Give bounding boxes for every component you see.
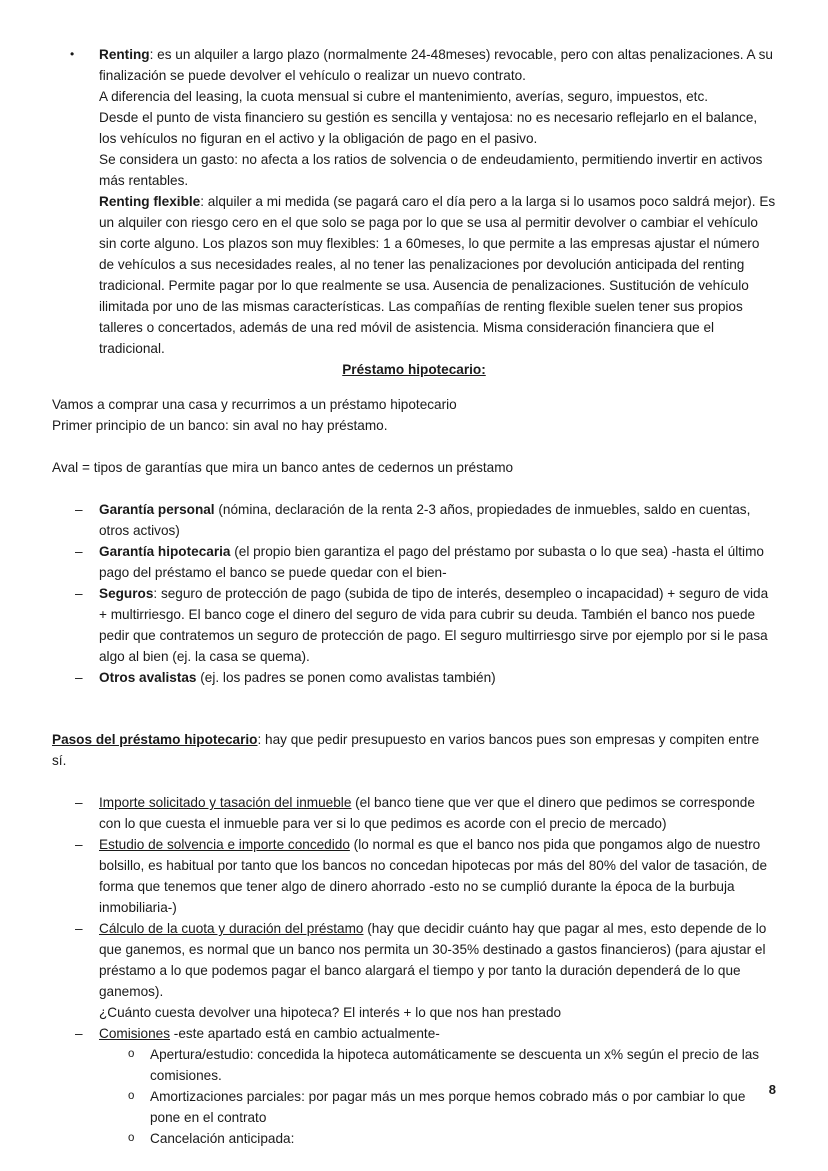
renting-block	[99, 44, 776, 359]
list-item	[52, 1128, 776, 1149]
pasos-heading-rest: : hay que pedir presupuesto en varios bancos pues son empresas y compiten entre sí.	[52, 732, 760, 768]
aval-rest: : seguro de protección de pago (subida de tipo de interés, desempleo o incapacidad) + seguro de vida + multirriesgo. El banco coge el dinero del seguro de vida para cubrir su deuda. También el banco nos puede pedir que contratemos un seguro de protección de pago. El seguro multirriesgo sirve por ejemplo por si le pasa algo al bien (ej. la casa se quema).	[99, 586, 769, 664]
renting-line-3: Desde el punto de vista financiero su gestión es sencilla y ventajosa: no es necesario reflejarlo en el balance, los vehículos no figuran en el activo y la obligación de pago en el pasivo.	[99, 110, 758, 146]
list-item	[52, 918, 776, 1023]
renting-line-1-rest: : es un alquiler a largo plazo (normalmente 24-48meses) revocable, pero con altas penalizaciones. A su finalización se puede devolver el vehículo o realizar un nuevo contrato.	[99, 47, 773, 83]
renting-term: Renting	[99, 47, 150, 62]
circle-marker: o	[128, 1090, 135, 1102]
dash-marker: –	[75, 837, 83, 852]
heading-text: Préstamo hipotecario:	[342, 362, 486, 377]
dash-marker: –	[75, 795, 83, 810]
intro-line-2: Primer principio de un banco: sin aval no hay préstamo.	[52, 418, 388, 433]
comision-text: Apertura/estudio: concedida la hipoteca automáticamente se descuenta un x% según el precio de las comisiones.	[150, 1047, 760, 1083]
dash-marker: –	[75, 502, 83, 517]
circle-marker: o	[128, 1132, 135, 1144]
renting-line-4: Se considera un gasto: no afecta a los ratios de solvencia o de endeudamiento, permitiendo invertir en activos más rentables.	[99, 152, 763, 188]
paso-term: Importe solicitado y tasación del inmueble	[99, 795, 352, 810]
renting-flexible-rest: : alquiler a mi medida (se pagará caro el día pero a la larga si lo usamos poco saldrá mejor). Es un alquiler con riesgo cero en el que solo se paga por lo que se usa al permitir devolver o cambiar el vehículo sin corte alguno. Los plazos son muy flexibles: 1 a 60meses, lo que permite a las empresas ajustar el número de vehículos a sus necesidades reales, al no tener las penalizaciones por devolución anticipada del renting tradicional. Permite pagar por lo que realmente se usa. Ausencia de penalizaciones. Sustitución de vehículo ilimitada por uno de las mismas características. Las compañías de renting flexible suelen tener sus propios talleres o concertados, además de una red móvil de asistencia. Misma consideración financiera que el tradicional.	[99, 194, 776, 356]
page-number: 8	[768, 1082, 776, 1097]
list-item	[52, 1044, 776, 1086]
aval-text	[99, 499, 776, 541]
paso-text	[99, 834, 776, 918]
list-item	[52, 499, 776, 541]
comision-text: Cancelación anticipada:	[150, 1131, 295, 1146]
paso-rest: -este apartado está en cambio actualmente-	[170, 1026, 440, 1041]
paso-text	[99, 918, 776, 1002]
list-item	[52, 541, 776, 583]
page-content	[52, 44, 776, 1149]
pasos-heading-term: Pasos del préstamo hipotecario	[52, 732, 258, 747]
aval-rest: (nómina, declaración de la renta 2-3 años, propiedades de inmuebles, saldo en cuentas, otros activos)	[99, 502, 751, 538]
aval-text	[99, 667, 776, 688]
comision-text: Amortizaciones parciales: por pagar más un mes porque hemos cobrado más o por cambiar lo que pone en el contrato	[150, 1089, 746, 1125]
pasos-list	[52, 792, 776, 1044]
paso-text	[99, 792, 776, 834]
aval-term: Seguros	[99, 586, 154, 601]
renting-line-1	[99, 44, 776, 86]
dash-marker: –	[75, 921, 83, 936]
renting-flexible-term: Renting flexible	[99, 194, 201, 209]
list-item	[52, 667, 776, 688]
paso-group	[99, 918, 776, 1023]
pasos-heading-paragraph	[52, 729, 776, 771]
paso-term: Cálculo de la cuota y duración del préstamo	[99, 921, 364, 936]
section-heading-prestamo-hipotecario	[52, 359, 776, 380]
aval-term: Garantía hipotecaria	[99, 544, 231, 559]
circle-marker: o	[128, 1048, 135, 1060]
dash-marker: –	[75, 670, 83, 685]
bullet-marker: •	[70, 47, 75, 61]
paso-rest: (el banco tiene que ver que el dinero que pedimos se corresponde con lo que cuesta el inmueble para ver si lo que pedimos es acorde con el precio de mercado)	[99, 795, 755, 831]
list-item	[52, 44, 776, 359]
aval-term: Otros avalistas	[99, 670, 197, 685]
paso-text	[99, 1023, 776, 1044]
dash-marker: –	[75, 586, 83, 601]
aval-text	[99, 541, 776, 583]
renting-line-2: A diferencia del leasing, la cuota mensual si cubre el mantenimiento, averías, seguro, impuestos, etc.	[99, 89, 709, 104]
list-item	[52, 1086, 776, 1128]
paso-rest: (hay que decidir cuánto hay que pagar al mes, esto depende de lo que ganemos, es normal que un banco nos permita un 30-35% destinado a gastos financieros) (para ajustar el préstamo a lo que podemos pagar el banco alargará el tiempo y por tanto la duración dependerá de lo que ganemos).	[99, 921, 767, 999]
avales-list	[52, 499, 776, 688]
list-item	[52, 583, 776, 667]
paso-term: Estudio de solvencia e importe concedido	[99, 837, 350, 852]
aval-rest: (ej. los padres se ponen como avalistas también)	[196, 670, 496, 685]
list-item	[52, 834, 776, 918]
intro-line-1: Vamos a comprar una casa y recurrimos a un préstamo hipotecario	[52, 397, 457, 412]
paso-extra-line: ¿Cuánto cuesta devolver una hipoteca? El interés + lo que nos han prestado	[99, 1005, 562, 1020]
aval-rest: (el propio bien garantiza el pago del préstamo por subasta o lo que sea) -hasta el último pago del préstamo el banco se puede quedar con el bien-	[99, 544, 764, 580]
aval-text	[99, 583, 776, 667]
aval-term: Garantía personal	[99, 502, 215, 517]
list-item	[52, 1023, 776, 1044]
list-item	[52, 792, 776, 834]
intro-line-3: Aval = tipos de garantías que mira un banco antes de cedernos un préstamo	[52, 460, 514, 475]
dash-marker: –	[75, 544, 83, 559]
renting-flexible-line	[99, 191, 776, 359]
comisiones-sublist	[52, 1044, 776, 1149]
dash-marker: –	[75, 1026, 83, 1041]
paso-rest: (lo normal es que el banco nos pida que pongamos algo de nuestro bolsillo, es habitual por tanto que los bancos no concedan hipotecas por más del 80% del valor de tasación, de forma que tenemos que tener algo de dinero ahorrado -esto no se cumplió durante la época de la burbuja inmobiliaria-)	[99, 837, 768, 915]
paso-term: Comisiones	[99, 1026, 171, 1041]
